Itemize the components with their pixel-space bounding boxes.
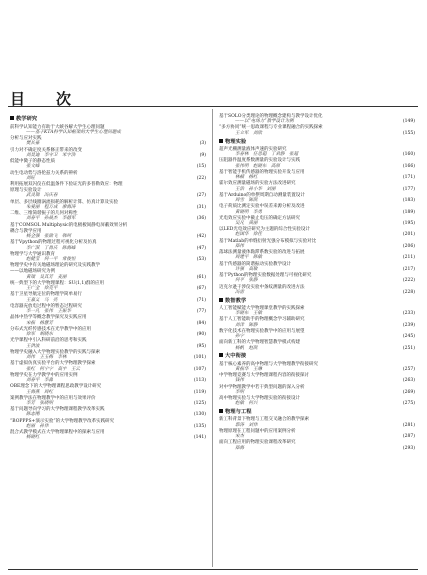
toc-entry[interactable]	[219, 385, 415, 396]
toc-entry-authors: 王嘉义 马 亮	[26, 297, 58, 303]
toc-entry-authors: 李春林 任思超 丁君静 张超	[235, 152, 298, 158]
toc-entry-title: 基于COMSOL Multiphysic的电极板间静电屏蔽效果分析	[10, 222, 128, 228]
toc-entry-title: 基于Vpython的物理过程可视化分析及仿真	[10, 240, 97, 246]
column-divider	[212, 109, 213, 567]
toc-entry-authors: 王海燕 周红	[26, 389, 53, 395]
toc-entry[interactable]	[10, 361, 206, 372]
toc-entry[interactable]	[10, 252, 206, 263]
toc-entry-authors: 陈志刚	[26, 412, 40, 418]
toc-entry-authors: 刘昊迪 李守卫 米宇浩	[26, 152, 76, 158]
toc-entry[interactable]	[219, 262, 415, 273]
toc-entry-page: (206)	[402, 243, 415, 249]
toc-entry[interactable]	[219, 373, 415, 384]
toc-entry-authors: 赵丽 孙伟	[26, 423, 49, 429]
toc-entry-authors: 林楠 杨红	[235, 175, 258, 181]
toc-entry-title: 物理学史在力学教学中的应用实例	[10, 372, 78, 378]
toc-entry-title: 迈克尔逊干涉仪实验中条纹测量的改进方法	[219, 284, 305, 290]
toc-entry-page: (183)	[402, 198, 415, 204]
toc-entry-page: (47)	[196, 245, 206, 251]
section-heading	[219, 408, 415, 417]
toc-entry-page: (107)	[193, 366, 206, 372]
title-rule	[8, 106, 418, 107]
toc-entry-authors: 许强 高敏	[235, 266, 258, 272]
toc-entry-authors: 刘春平 李淼	[26, 378, 53, 384]
toc-entry-title: OBE理念下的大学物理课程思政教学设计研究	[10, 384, 102, 390]
toc-entry-page: (149)	[402, 119, 415, 125]
toc-entry-title: 超声光栅测量液体声速的实验研究	[219, 146, 287, 152]
toc-entry-authors: 周雪 陈凯	[235, 198, 258, 204]
toc-entry[interactable]	[219, 340, 415, 351]
toc-entry-authors: 李明	[235, 389, 244, 395]
toc-entry[interactable]	[10, 182, 206, 187]
toc-entry[interactable]	[10, 350, 206, 361]
toc-entry-page: (281)	[402, 422, 415, 428]
toc-entry-title: ——以地磁场研究为例	[10, 269, 55, 275]
toc-entry[interactable]	[219, 170, 415, 181]
toc-entry-title: 统一典型下的大学物理课程：SU(1,1)群的应用	[10, 280, 105, 286]
toc-entry-authors: 赵国华 徐佳	[235, 232, 262, 238]
toc-entry-title: 光电效应实验中截止电压的确定方法研究	[219, 215, 300, 221]
toc-entry-title: 二维、三维简谐振子的几何对称性	[10, 211, 78, 217]
toc-entry[interactable]	[219, 250, 415, 261]
toc-entry-authors: 李广淇 丁肖庆 陈海峰	[26, 245, 76, 251]
toc-entry-title: 原理与实验设计	[10, 188, 42, 194]
toc-entry-title: 基于核心素养的高中物理与大学物理教学衔接研究	[219, 361, 318, 367]
toc-entry[interactable]	[10, 171, 206, 182]
section-marker-icon	[219, 353, 223, 357]
toc-entry-title: 以LED光电效应研究为主题的综合性实验设计	[219, 227, 310, 233]
toc-entry-page: (125)	[193, 401, 206, 406]
toc-entry-page: (228)	[402, 289, 415, 295]
toc-entry-title: “多方协同”统一思政课程与专业课程融合的实践探索	[219, 125, 323, 131]
toc-entry-title: 低能中微子的静态性质	[10, 159, 55, 165]
toc-entry-page: (90)	[196, 332, 206, 338]
toc-entry[interactable]	[219, 396, 415, 407]
toc-entry-page: (113)	[193, 378, 206, 384]
toc-entry[interactable]	[10, 188, 206, 199]
toc-entry[interactable]	[10, 240, 206, 251]
toc-entry-title: 前科学认知能力有助于大峡谷解大学生心理问题	[10, 124, 105, 130]
toc-entry-title: 对中学物理教学中若干典型问题的深入分析	[219, 384, 305, 390]
toc-entry-authors: 黄瑞 吴其芳 麦丽	[26, 274, 67, 280]
toc-entry-title: 电容器充放电过程中的暂态过程研究	[10, 303, 82, 309]
toc-entry-page: (31)	[196, 204, 206, 210]
section-heading-text: 物理实验	[225, 138, 247, 145]
toc-entry-title: 数字化技术在物理实验教学中的应用与展望	[219, 328, 305, 334]
section-heading-text: 物理与工程	[225, 409, 252, 416]
toc-entry-page: (141)	[193, 435, 206, 441]
toc-entry-page: (239)	[402, 322, 415, 328]
toc-entry-authors: 李晓东 王敏	[235, 311, 262, 317]
section-heading	[219, 138, 415, 147]
toc-entry-title: 新工科背景下物理与工程交叉融合的教学探索	[219, 417, 309, 423]
toc-entry-page: (101)	[193, 355, 206, 361]
toc-entry-authors: 王立军 刘欣	[235, 130, 262, 136]
toc-entry-authors: 王浩 孙小华 刘丽	[235, 186, 276, 192]
section-marker-icon	[219, 139, 223, 143]
toc-entry-authors: 李芳 张晓明	[26, 401, 53, 406]
toc-entry-authors: 吴凡 黄丽	[235, 221, 258, 226]
toc-entry-title: 耦合与教学应用	[10, 228, 42, 234]
toc-entry-authors: 冯雷	[235, 289, 244, 295]
toc-entry-page: (171)	[402, 175, 415, 181]
toc-entry-page: (177)	[402, 186, 415, 192]
toc-entry-title: 基于Matlab的单缝衍射光强分布模拟与实验对比	[219, 238, 317, 244]
toc-entry-authors: 张文峰	[26, 164, 40, 170]
toc-entry-title: 案例教学法在物理教学中的应用与效果评价	[10, 395, 96, 401]
toc-entry-title: 物理学与大学通识教育	[10, 251, 55, 257]
toc-entry-title: 利用拓展双闪仪在低温条件下验证光的多普勒效应：物理	[10, 182, 123, 187]
toc-entry-page: (77)	[196, 309, 206, 315]
section-heading-text: 大中衔接	[225, 353, 247, 360]
section-heading	[219, 297, 415, 306]
toc-entry-page: (71)	[196, 297, 206, 303]
toc-entry-title: 基于人工智能助手的物理概念学习辅助研究	[219, 317, 305, 323]
toc-entry-page: (166)	[402, 163, 415, 169]
toc-entry-title: 霍尔效应测量磁场的实验方法改进研究	[219, 181, 296, 187]
toc-entry[interactable]	[10, 407, 206, 418]
toc-entry-title: 引力对不确定度关系修正带来的改变	[10, 147, 82, 153]
toc-entry[interactable]	[10, 281, 206, 292]
section-marker-icon	[219, 298, 223, 302]
toc-entry[interactable]	[219, 216, 415, 227]
toc-entry-title: 基于Arduino的单摆周期自动测量装置设计	[219, 192, 305, 198]
toc-entry-title: 基于SOLO分类理论的物理概念建构与教学设计优化	[219, 114, 323, 119]
section-heading	[10, 115, 206, 124]
toc-entry[interactable]	[219, 429, 415, 440]
toc-entry-authors: 黄晓明 李勇	[235, 209, 262, 215]
toc-entry-authors: ——以“电场力”教学设计为例	[235, 119, 294, 125]
toc-entry[interactable]	[10, 384, 206, 395]
toc-entry-page: (155)	[402, 130, 415, 136]
toc-entry-authors: 郭涛 刘伟	[235, 422, 258, 428]
section-heading	[219, 352, 415, 361]
toc-entry-title: 单层、多层线圈涡流损耗的解析计算、仿真计算及实验	[10, 199, 118, 205]
toc-entry-title: 基于问题导向学习的大学物理课程教学改革实践	[10, 407, 105, 413]
toc-entry-authors: 黄振华 王琳	[235, 366, 262, 372]
toc-entry-page: (95)	[196, 343, 206, 349]
toc-entry-authors: 钱伟	[235, 378, 244, 384]
toc-left-column	[10, 114, 206, 442]
toc-entry[interactable]	[219, 158, 415, 169]
toc-entry-page: (9)	[199, 152, 206, 158]
toc-entry-page: (67)	[196, 286, 206, 292]
toc-entry-authors: 郑伟	[235, 243, 244, 249]
toc-entry[interactable]	[219, 204, 415, 215]
toc-entry-page: (130)	[193, 412, 206, 418]
section-marker-icon	[219, 409, 223, 413]
toc-entry-page: (42)	[196, 234, 206, 240]
toc-entry[interactable]	[10, 396, 206, 407]
toc-entry-title: 基于虚拟仿真实验平台的大学物理教学探索	[10, 361, 96, 367]
toc-entry-page: (287)	[402, 434, 415, 440]
toc-entry-title: 分析与应对实践	[10, 136, 42, 142]
toc-entry[interactable]	[219, 417, 415, 428]
toc-entry-authors: 赵健莹 何一平 常俊恒	[26, 257, 76, 263]
page-title: 目 次	[10, 90, 80, 108]
toc-entry[interactable]	[10, 263, 206, 268]
toc-entry-title: 基于传感器的简谐振动实验教学设计	[219, 261, 291, 267]
toc-entry-title: 基于卫星导航定位的物理学简单易行	[10, 292, 82, 298]
toc-entry-authors: 赵敏 何兴	[235, 401, 258, 407]
toc-entry-page: (245)	[402, 334, 415, 340]
toc-entry-authors: 孙宁	[235, 334, 244, 340]
toc-entry-title: 面向工程应用的物理实验课程改革研究	[219, 440, 296, 446]
toc-entry[interactable]	[10, 269, 206, 280]
toc-entry-title: “BOPPPS+演示实验”的大学物理教学改革实践研究	[10, 418, 115, 424]
toc-entry[interactable]	[219, 227, 415, 238]
toc-entry-page: (119)	[193, 389, 206, 395]
toc-entry[interactable]	[219, 273, 415, 284]
toc-entry[interactable]	[10, 304, 206, 315]
toc-entry-page: (3)	[199, 141, 206, 147]
toc-entry[interactable]	[10, 159, 206, 170]
toc-entry-authors: 李一凡 张伟 王振华	[26, 309, 71, 315]
toc-entry[interactable]	[219, 306, 415, 317]
toc-entry-authors: 何平 张静	[235, 278, 258, 284]
toc-entry-page: (160)	[402, 152, 415, 158]
toc-entry-page: (217)	[402, 266, 415, 272]
toc-entry[interactable]	[10, 327, 206, 338]
toc-entry-authors: 周建平 陈敏	[235, 255, 262, 261]
toc-entry-page: (263)	[402, 378, 415, 384]
toc-entry[interactable]	[219, 181, 415, 192]
section-heading-text: 数智教学	[225, 297, 247, 304]
toc-entry-title: 面向新工科的大学物理智慧教学模式构建	[219, 340, 300, 346]
toc-entry-authors: 宋杰	[235, 434, 244, 440]
toc-entry-page: (36)	[196, 216, 206, 222]
toc-entry-page: (135)	[193, 423, 206, 429]
toc-entry-page: (201)	[402, 232, 415, 238]
toc-entry[interactable]	[10, 200, 206, 211]
toc-entry[interactable]	[219, 329, 415, 340]
toc-entry-authors: 刘旺	[26, 175, 35, 181]
toc-entry-title: 落球法测量液体黏滞系数实验的改进与拓展	[219, 250, 305, 256]
toc-entry-authors: 杨晓红	[26, 435, 40, 441]
toc-entry-authors: 郑海	[235, 445, 244, 451]
toc-entry[interactable]	[10, 430, 206, 441]
toc-entry-title: 分布式光纤传感技术在光学教学中的应用	[10, 326, 91, 332]
toc-entry[interactable]	[10, 211, 206, 222]
toc-entry-page: (189)	[402, 209, 415, 215]
toc-entry-title: 物理学史融入大学物理实验教学的实践与探索	[10, 349, 100, 355]
toc-entry[interactable]	[10, 373, 206, 384]
toc-entry[interactable]	[10, 419, 206, 430]
toc-entry-title: 高中物理实验与大学物理实验的衔接设计	[219, 396, 300, 401]
toc-entry-authors: 刘伟 王玉梅 李林	[26, 355, 67, 361]
toc-entry-title: 基于Python的物理实验数据处理与可视化研究	[219, 273, 312, 279]
toc-entry-title: 物理学史中有关地磁场理论的研究及实践教学	[10, 263, 100, 269]
toc-entry-page: (275)	[402, 401, 415, 407]
toc-entry-authors: 武灵瑞 冯庆春	[26, 193, 58, 199]
toc-entry-page: (251)	[402, 345, 415, 351]
toc-entry-page: (195)	[402, 221, 415, 226]
toc-entry[interactable]	[10, 338, 206, 349]
toc-entry-page: (15)	[196, 164, 206, 170]
toc-entry[interactable]	[10, 136, 206, 147]
toc-entry-page: (222)	[402, 278, 415, 284]
toc-entry-title: 基于智能手机传感器的物理实验开发与应用	[219, 169, 305, 175]
toc-entry-page: (22)	[196, 175, 206, 181]
section-heading-text: 教学研究	[16, 116, 38, 123]
toc-entry-page: (27)	[196, 193, 206, 199]
toc-entry[interactable]	[219, 440, 415, 451]
toc-entry-page: (61)	[196, 274, 206, 280]
toc-entry-page: (293)	[402, 445, 415, 451]
toc-entry[interactable]	[10, 148, 206, 159]
toc-entry-page: (84)	[196, 320, 206, 326]
toc-entry-authors: 张伟明 赵晓东 高原	[235, 163, 280, 169]
toc-entry-authors: 刘春平 孙晨杰 李德军	[26, 216, 76, 222]
toc-entry[interactable]	[10, 315, 206, 326]
toc-entry-authors: 王广全 徐克平	[26, 286, 58, 292]
toc-entry[interactable]	[219, 147, 415, 158]
toc-entry-page: (53)	[196, 257, 206, 263]
toc-entry[interactable]	[219, 362, 415, 373]
toc-entry[interactable]	[219, 285, 415, 296]
toc-entry-authors: ——基于KTA科学认知框架的大学生心理问题成	[26, 129, 121, 135]
toc-entry[interactable]	[219, 239, 415, 250]
toc-entry-authors: 徐军 胡晓东	[26, 332, 53, 338]
toc-entry-page: (257)	[402, 366, 415, 372]
toc-entry-page: (233)	[402, 311, 415, 317]
toc-entry-title: 电子荷质比测定实验中误差来源分析及改进	[219, 204, 305, 210]
toc-entry-page: (269)	[402, 389, 415, 395]
toc-entry-title: 人工智能赋能大学物理课堂教学的实践探索	[219, 305, 305, 311]
toc-entry-title: 中学物理竞赛与大学物理课程内容的衔接探讨	[219, 373, 309, 379]
toc-entry[interactable]	[10, 229, 206, 240]
toc-entry-title: 物理原理在工程问题中的应用案例分析	[219, 428, 296, 434]
toc-entry[interactable]	[219, 114, 415, 125]
toc-entry-authors: 宋振 杨慧芳	[26, 320, 53, 326]
toc-entry-authors: 杨全强 张勋飞 韩珂	[26, 234, 71, 240]
toc-entry-page: (211)	[402, 255, 415, 261]
toc-entry-authors: 刘洋 陈静	[235, 322, 258, 328]
toc-entry-authors: 朱爱丽 程万成 廖海涛	[26, 204, 76, 210]
toc-entry-title: 晶体中热学等概念教学探究及实践应用	[10, 315, 87, 321]
toc-entry[interactable]	[10, 292, 206, 303]
toc-entry-authors: 杨帆 赵凯	[235, 345, 258, 351]
toc-right-column	[219, 114, 415, 452]
toc-entry[interactable]	[219, 193, 415, 204]
bottom-rule	[8, 569, 418, 570]
toc-entry-authors: 张红 何宁宁 高宇 王云	[26, 366, 80, 372]
toc-entry-authors: 王洪波	[26, 343, 40, 349]
toc-entry[interactable]	[219, 317, 415, 328]
toc-entry-title: 压阻器件温度系数测量的实验设计与实践	[219, 158, 300, 164]
toc-entry-authors: 樊长豪	[26, 141, 40, 147]
toc-entry[interactable]	[10, 223, 206, 228]
toc-entry[interactable]	[10, 125, 206, 136]
toc-entry-title: 动生电动势与洛伦兹力关系的辨析	[10, 170, 78, 176]
section-marker-icon	[10, 116, 14, 120]
toc-entry-title: 光学课程中引入科研前沿的思考和实践	[10, 338, 87, 344]
toc-entry-title: 混合式教学模式在大学物理课程中的探索与应用	[10, 430, 105, 436]
toc-entry[interactable]	[219, 125, 415, 136]
